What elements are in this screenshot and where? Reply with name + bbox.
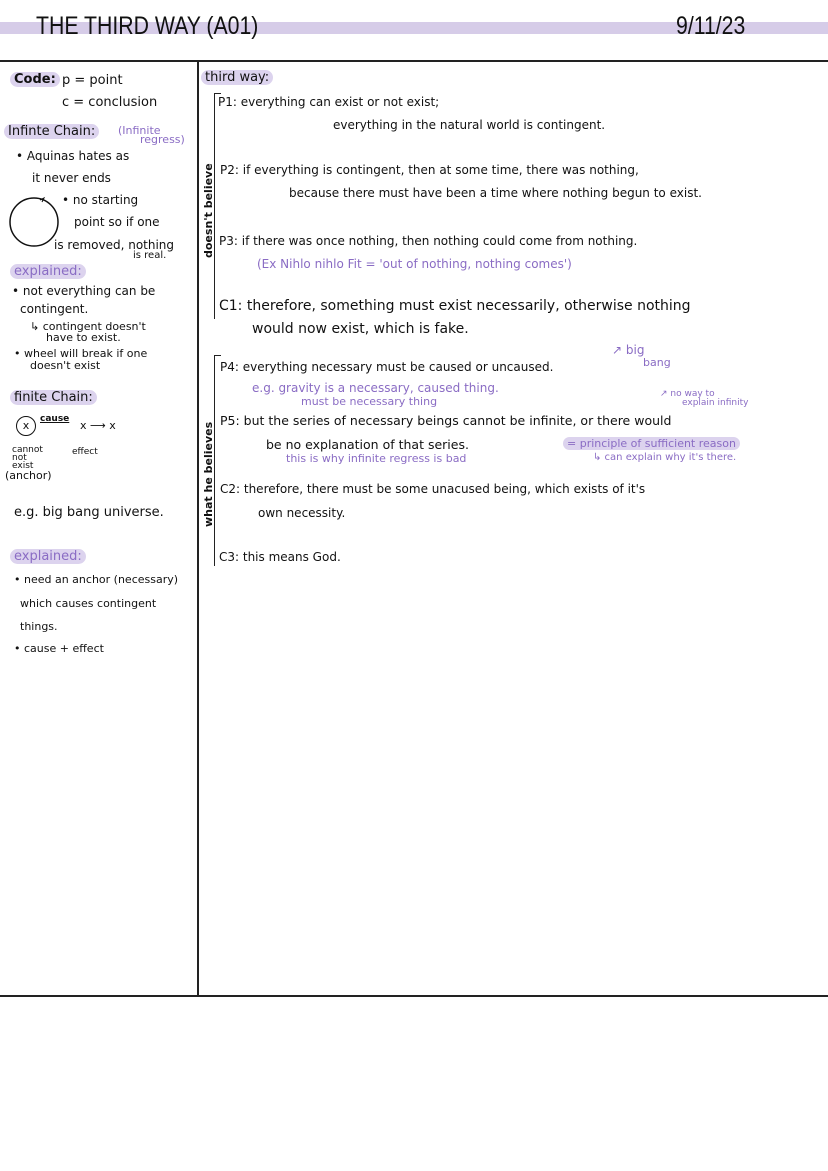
note: ↗ no way to	[660, 389, 715, 399]
effect-label: effect	[72, 447, 98, 457]
note: bang	[643, 356, 671, 369]
bullet: • Aquinas hates as	[16, 149, 130, 163]
premise-p1: everything in the natural world is contingent.	[333, 118, 606, 132]
note: must be necessary thing	[301, 395, 438, 408]
bullet: is removed, nothing	[54, 238, 175, 252]
bullet: • no starting	[62, 193, 139, 207]
premise-p1: P1: everything can exist or not exist;	[218, 95, 440, 109]
bullet: • not everything can be	[12, 284, 156, 298]
bullet: doesn't exist	[30, 359, 101, 372]
bullet: ↳ contingent doesn't	[30, 320, 146, 333]
note: ↗ big	[612, 343, 645, 357]
anchor-circle: x	[16, 416, 36, 436]
conclusion-c2: C2: therefore, there must be some unacused being, which exists of it's	[220, 482, 646, 496]
bullet: • need an anchor (necessary)	[14, 573, 179, 586]
chain: x ⟶ x	[80, 419, 116, 432]
code-label: Code:	[10, 72, 60, 87]
explained-label: explained:	[10, 549, 86, 564]
premise-p5: P5: but the series of necessary beings cannot be infinite, or there would	[220, 413, 672, 428]
conclusion-c1: C1: therefore, something must exist necessarily, otherwise nothing	[219, 298, 691, 314]
note: (Infinite	[118, 124, 161, 137]
divider	[0, 60, 828, 62]
note: (Ex Nihlo nihlo Fit = 'out of nothing, nothing comes')	[257, 257, 572, 271]
bullet: have to exist.	[46, 331, 121, 344]
example: e.g. big bang universe.	[14, 505, 164, 520]
date: 9/11/23	[676, 12, 746, 40]
cause-label: cause	[40, 414, 70, 424]
note: explain infinity	[682, 398, 749, 408]
conclusion-c3: C3: this means God.	[219, 550, 341, 564]
premise-p3: P3: if there was once nothing, then nothing could come from nothing.	[219, 234, 638, 248]
side-label: what he believes	[202, 421, 215, 527]
highlight-note: = principle of sufficient reason	[563, 437, 740, 450]
bullet: contingent.	[20, 302, 89, 316]
bullet: is real.	[133, 250, 167, 261]
code-c: c = conclusion	[62, 95, 158, 110]
note: ↳ can explain why it's there.	[593, 452, 737, 463]
divider	[0, 995, 828, 997]
section-heading: third way:	[201, 70, 273, 85]
page-title: THE THIRD WAY (A01)	[36, 12, 259, 40]
note: e.g. gravity is a necessary, caused thing.	[252, 381, 499, 395]
side-label: doesn't believe	[202, 163, 215, 258]
note: regress)	[140, 133, 185, 146]
cannot-label: cannot not exist	[12, 445, 43, 471]
column-divider	[197, 61, 199, 996]
bullet: it never ends	[32, 171, 111, 185]
finite-chain-label: finite Chain:	[10, 390, 97, 405]
bullet: point so if one	[74, 215, 160, 229]
premise-p5: be no explanation of that series.	[266, 437, 469, 452]
premise-p4: P4: everything necessary must be caused or uncaused.	[220, 360, 554, 374]
conclusion-c2: own necessity.	[258, 506, 346, 520]
note: this is why infinite regress is bad	[286, 452, 467, 465]
anchor-label: (anchor)	[5, 469, 52, 482]
explained-label: explained:	[10, 264, 86, 279]
premise-p2: P2: if everything is contingent, then at some time, there was nothing,	[220, 163, 639, 177]
bullet: which causes contingent	[20, 597, 157, 610]
infinite-chain-label: Infinte Chain:	[4, 124, 99, 139]
premise-p2: because there must have been a time where nothing begun to exist.	[289, 186, 702, 200]
bullet: things.	[20, 620, 58, 633]
code-p: p = point	[62, 73, 123, 88]
conclusion-c1: would now exist, which is fake.	[252, 321, 469, 337]
bullet: • wheel will break if one	[14, 347, 148, 360]
bullet: • cause + effect	[14, 642, 104, 655]
